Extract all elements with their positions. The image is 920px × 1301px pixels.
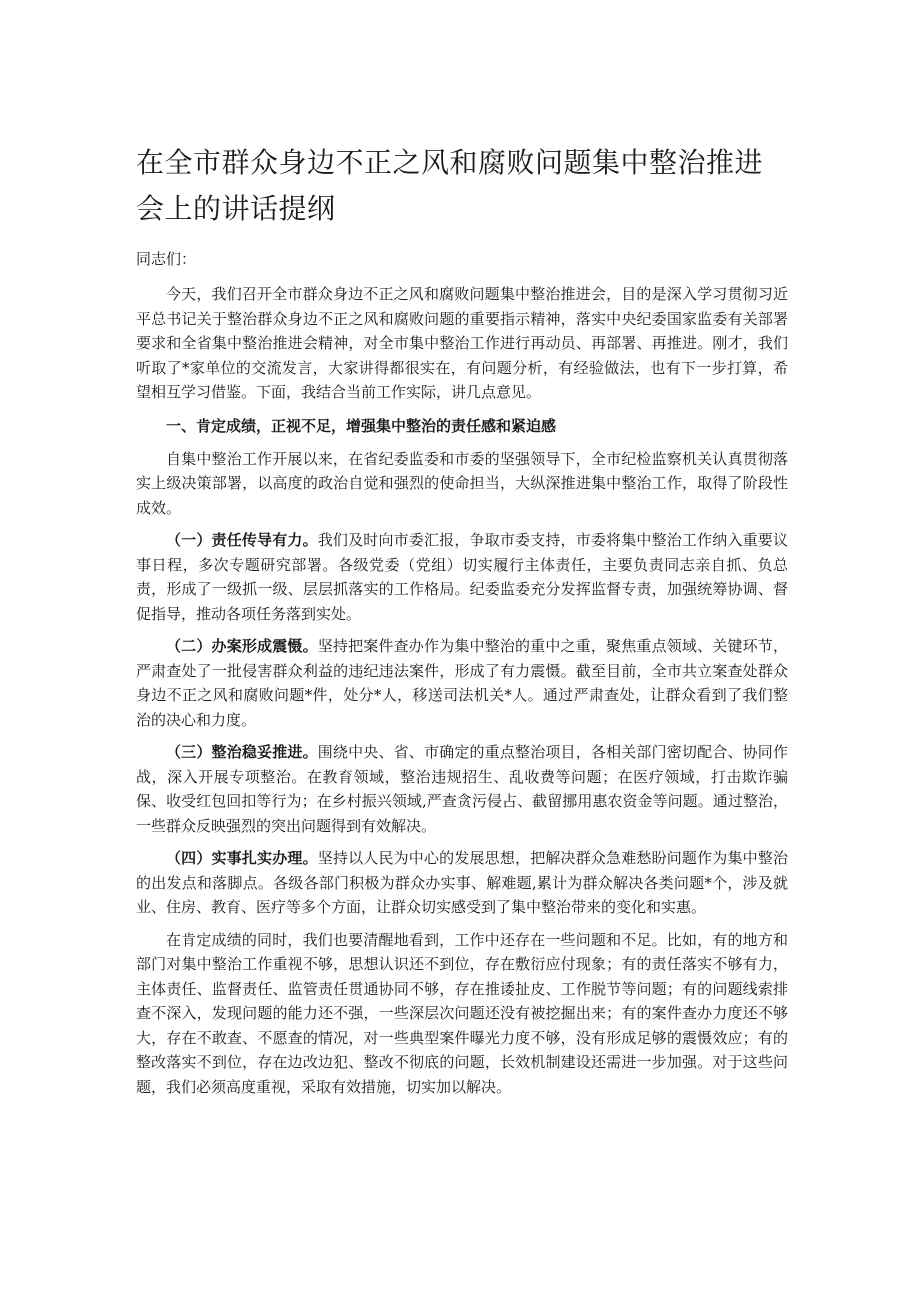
section-1-paragraph: 自集中整治工作开展以来，在省纪委监委和市委的坚强领导下，全市纪检监察机关认真贯彻落实上级决策部署，以高度的政治自觉和强烈的使命担当，大纵深推进集中整治工作，取得了阶段性成效。 xyxy=(136,449,788,517)
item-3-lead: （三）整治稳妥推进。 xyxy=(166,743,318,761)
item-3-paragraph xyxy=(136,740,788,838)
document-title xyxy=(136,140,788,232)
item-1-text: 我们及时向市委汇报，争取市委支持，市委将集中整治工作纳入重要议事日程，多次专题研究部署。各级党委（党组）切实履行主体责任，主要负责同志亲自抓、负总责，形成了一级抓一级、层层抓落实的工作格局。纪委监委充分发挥监督专责，加强统筹协调、督促指导，推动各项任务落到实处。 xyxy=(136,531,788,623)
closing-paragraph: 在肯定成绩的同时，我们也要清醒地看到，工作中还存在一些问题和不足。比如，有的地方和部门对集中整治工作重视不够，思想认识还不到位，存在敷衍应付现象；有的责任落实不够有力，主体责任、监督责任、监管责任贯通协同不够，存在推诿扯皮、工作脱节等问题；有的问题线索排查不深入，发现问题的能力还不强，一些深层次问题还没有被挖掘出来；有的案件查办力度还不够大，存在不敢查、不愿查的情况，对一些典型案件曝光力度不够，没有形成足够的震慑效应；有的整改落实不到位，存在边改边犯、整改不彻底的问题，长效机制建设还需进一步加强。对于这些问题，我们必须高度重视，采取有效措施，切实加以解决。 xyxy=(136,930,788,1096)
section-1-heading: 一、肯定成绩，正视不足，增强集中整治的责任感和紧迫感 xyxy=(166,416,557,435)
title-line-1: 在全市群众身边不正之风和腐败问题集中整治推进 xyxy=(136,146,764,179)
item-1-lead: （一）责任传导有力。 xyxy=(166,531,318,549)
item-2-lead: （二）办案形成震慑。 xyxy=(166,637,318,655)
item-1-paragraph xyxy=(136,528,788,626)
item-2-paragraph xyxy=(136,634,788,732)
item-4-lead: （四）实事扎实办理。 xyxy=(166,849,318,867)
salutation: 同志们： xyxy=(136,250,197,268)
item-4-paragraph xyxy=(136,846,788,920)
item-4-text: 坚持以人民为中心的发展思想，把解决群众急难愁盼问题作为集中整治的出发点和落脚点。各级各部门积极为群众办实事、解难题,累计为群众解决各类问题*个，涉及就业、住房、教育、医疗等多个方面，让群众切实感受到了集中整治带来的变化和实惠。 xyxy=(136,849,788,916)
item-2-text: 坚持把案件查办作为集中整治的重中之重，聚焦重点领域、关键环节，严肃查处了一批侵害群众利益的违纪违法案件，形成了有力震慑。截至目前，全市共立案查处群众身边不正之风和腐败问题*件，处分*人，移送司法机关*人。通过严肃查处，让群众看到了我们整治的决心和力度。 xyxy=(136,637,788,729)
intro-paragraph: 今天，我们召开全市群众身边不正之风和腐败问题集中整治推进会，目的是深入学习贯彻习近平总书记关于整治群众身边不正之风和腐败问题的重要指示精神，落实中央纪委国家监委有关部署要求和全省集中整治推进会精神，对全市集中整治工作进行再动员、再部署、再推进。刚才，我们听取了*家单位的交流发言，大家讲得都很实在，有问题分析，有经验做法，也有下一步打算，希望相互学习借鉴。下面，我结合当前工作实际，讲几点意见。 xyxy=(136,285,788,401)
item-3-text: 围绕中央、省、市确定的重点整治项目，各相关部门密切配合、协同作战，深入开展专项整治。在教育领域，整治违规招生、乱收费等问题；在医疗领域，打击欺诈骗保、收受红包回扣等行为；在乡村振兴领域,严查贪污侵占、截留挪用惠农资金等问题。通过整治，一些群众反映强烈的突出问题得到有效解决。 xyxy=(136,743,788,835)
document-page xyxy=(136,140,788,1107)
title-line-2: 会上的讲话提纲 xyxy=(136,192,336,225)
